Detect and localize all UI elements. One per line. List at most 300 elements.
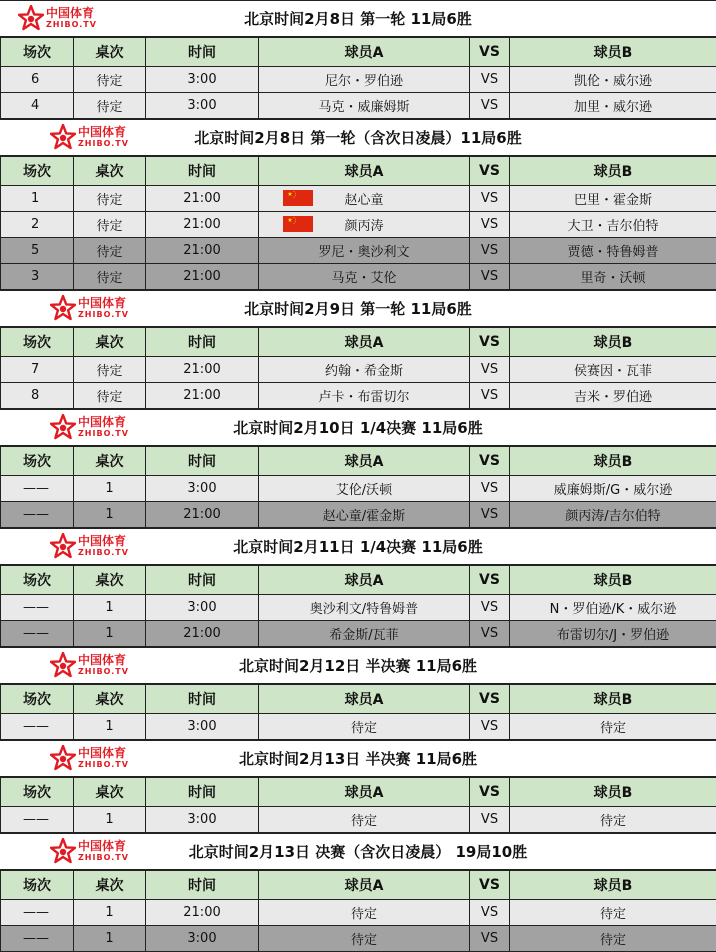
column-header-time: 时间 xyxy=(146,38,259,67)
cell-player-a xyxy=(259,93,470,119)
cell-text: 待定 xyxy=(600,814,626,829)
column-header-round: 场次 xyxy=(1,685,74,714)
cell-player-a xyxy=(259,383,470,409)
column-header-time: 时间 xyxy=(146,566,259,595)
cell-text: 待定 xyxy=(96,364,122,379)
zhibo-star-logo-icon xyxy=(50,295,76,321)
cell-player-a xyxy=(259,714,470,740)
section-title: 北京时间2月13日 半决赛 11局6胜 xyxy=(239,748,477,769)
cell-player-b xyxy=(510,67,716,93)
column-header-table: 桌次 xyxy=(74,778,146,807)
cell-vs xyxy=(470,807,510,833)
cell-player-a xyxy=(259,186,470,212)
match-row xyxy=(1,714,716,740)
cell-time xyxy=(146,238,259,264)
cell-text: 21:00 xyxy=(183,905,220,920)
cell-player-a xyxy=(259,212,470,238)
zhibo-logo xyxy=(50,295,129,321)
cell-time xyxy=(146,476,259,502)
match-day-section xyxy=(0,528,716,647)
cell-text: N・罗伯逊/K・威尔逊 xyxy=(550,602,677,617)
cell-text: 颜丙涛 xyxy=(344,219,383,234)
cell-text: 1 xyxy=(105,905,113,920)
match-row xyxy=(1,186,716,212)
column-header-table: 桌次 xyxy=(74,38,146,67)
cell-time xyxy=(146,67,259,93)
cell-table xyxy=(74,383,146,409)
cell-text: —— xyxy=(23,905,49,920)
cell-time xyxy=(146,186,259,212)
column-header-round: 场次 xyxy=(1,566,74,595)
cell-text: —— xyxy=(23,812,49,827)
cell-player-a xyxy=(259,926,470,952)
logo-text-cn: 中国体育 xyxy=(78,416,129,428)
cell-text: 21:00 xyxy=(183,217,220,232)
zhibo-star-logo-icon xyxy=(50,745,76,771)
cell-text: 待定 xyxy=(96,271,122,286)
cell-time xyxy=(146,357,259,383)
cell-text: 8 xyxy=(31,388,39,403)
cell-text: 待定 xyxy=(600,933,626,948)
match-day-section xyxy=(0,409,716,528)
cell-text: VS xyxy=(481,269,498,284)
match-row xyxy=(1,357,716,383)
zhibo-star-logo-icon xyxy=(50,533,76,559)
column-header-player-b: 球员B xyxy=(510,778,716,807)
table-header-row xyxy=(1,157,716,186)
column-header-table: 桌次 xyxy=(74,871,146,900)
cell-vs xyxy=(470,502,510,528)
cell-text: VS xyxy=(481,481,498,496)
logo-text-en: ZHIBO.TV xyxy=(78,761,129,769)
column-header-table: 桌次 xyxy=(74,447,146,476)
cell-text: —— xyxy=(23,931,49,946)
cell-vs xyxy=(470,264,510,290)
column-header-player-b: 球员B xyxy=(510,871,716,900)
match-day-section xyxy=(0,647,716,740)
match-row xyxy=(1,595,716,621)
cell-text: 1 xyxy=(105,719,113,734)
logo-text-en: ZHIBO.TV xyxy=(78,668,129,676)
cell-text: 卢卡・布雷切尔 xyxy=(318,390,409,405)
cell-text: —— xyxy=(23,626,49,641)
cell-text: 3:00 xyxy=(187,719,216,734)
cell-text: 待定 xyxy=(351,814,377,829)
cell-round xyxy=(1,212,74,238)
cell-table xyxy=(74,476,146,502)
match-row xyxy=(1,900,716,926)
cell-text: 马克・艾伦 xyxy=(331,271,396,286)
cell-table xyxy=(74,714,146,740)
schedule-table xyxy=(0,684,716,740)
cell-time xyxy=(146,595,259,621)
table-header-row xyxy=(1,566,716,595)
logo-text-cn: 中国体育 xyxy=(78,654,129,666)
column-header-player-b: 球员B xyxy=(510,328,716,357)
column-header-player-a: 球员A xyxy=(259,778,470,807)
cell-text: 布雷切尔/J・罗伯逊 xyxy=(557,628,669,643)
column-header-vs: VS xyxy=(470,447,510,476)
column-header-player-a: 球员A xyxy=(259,38,470,67)
cell-text: VS xyxy=(481,719,498,734)
cell-time xyxy=(146,900,259,926)
schedule-table xyxy=(0,870,716,952)
cell-time xyxy=(146,264,259,290)
china-flag-icon xyxy=(283,190,313,206)
cell-player-b xyxy=(510,238,716,264)
match-row xyxy=(1,621,716,647)
cell-vs xyxy=(470,212,510,238)
logo-text-en: ZHIBO.TV xyxy=(78,430,129,438)
cell-text: 3:00 xyxy=(187,72,216,87)
cell-table xyxy=(74,238,146,264)
cell-table xyxy=(74,502,146,528)
cell-text: VS xyxy=(481,191,498,206)
cell-round xyxy=(1,357,74,383)
column-header-round: 场次 xyxy=(1,447,74,476)
cell-vs xyxy=(470,926,510,952)
cell-text: VS xyxy=(481,217,498,232)
cell-player-a xyxy=(259,357,470,383)
cell-text: 罗尼・奥沙利文 xyxy=(318,245,409,260)
cell-round xyxy=(1,595,74,621)
match-day-section xyxy=(0,119,716,290)
column-header-vs: VS xyxy=(470,685,510,714)
match-row xyxy=(1,926,716,952)
cell-text: VS xyxy=(481,507,498,522)
zhibo-logo xyxy=(50,533,129,559)
cell-text: 3:00 xyxy=(187,931,216,946)
cell-table xyxy=(74,900,146,926)
column-header-player-b: 球员B xyxy=(510,157,716,186)
cell-table xyxy=(74,186,146,212)
logo-text-en: ZHIBO.TV xyxy=(78,549,129,557)
cell-text: VS xyxy=(481,72,498,87)
column-header-round: 场次 xyxy=(1,328,74,357)
cell-table xyxy=(74,357,146,383)
cell-player-a xyxy=(259,502,470,528)
cell-text: 3:00 xyxy=(187,600,216,615)
column-header-time: 时间 xyxy=(146,871,259,900)
cell-player-a xyxy=(259,900,470,926)
cell-round xyxy=(1,186,74,212)
logo-text-cn: 中国体育 xyxy=(78,747,129,759)
zhibo-logo xyxy=(18,5,97,31)
column-header-vs: VS xyxy=(470,38,510,67)
cell-player-b xyxy=(510,807,716,833)
schedule-table xyxy=(0,156,716,290)
cell-text: 1 xyxy=(105,600,113,615)
cell-text: 吉米・罗伯逊 xyxy=(574,390,652,405)
cell-text: VS xyxy=(481,362,498,377)
schedule-table xyxy=(0,37,716,119)
column-header-round: 场次 xyxy=(1,157,74,186)
cell-text: VS xyxy=(481,600,498,615)
zhibo-logo xyxy=(50,838,129,864)
cell-text: 待定 xyxy=(96,100,122,115)
logo-text-cn: 中国体育 xyxy=(78,126,129,138)
cell-vs xyxy=(470,900,510,926)
cell-round xyxy=(1,900,74,926)
cell-text: 待定 xyxy=(600,721,626,736)
cell-text: 待定 xyxy=(351,721,377,736)
cell-text: 希金斯/瓦菲 xyxy=(329,628,398,643)
cell-round xyxy=(1,383,74,409)
match-row xyxy=(1,67,716,93)
cell-time xyxy=(146,621,259,647)
match-row xyxy=(1,264,716,290)
cell-player-a xyxy=(259,807,470,833)
cell-vs xyxy=(470,383,510,409)
cell-text: 21:00 xyxy=(183,243,220,258)
cell-text: 待定 xyxy=(351,907,377,922)
match-row xyxy=(1,93,716,119)
cell-player-b xyxy=(510,926,716,952)
cell-vs xyxy=(470,186,510,212)
cell-text: 约翰・希金斯 xyxy=(325,364,403,379)
cell-round xyxy=(1,714,74,740)
match-day-section xyxy=(0,290,716,409)
cell-player-a xyxy=(259,595,470,621)
cell-text: —— xyxy=(23,719,49,734)
cell-player-b xyxy=(510,93,716,119)
column-header-table: 桌次 xyxy=(74,566,146,595)
column-header-player-a: 球员A xyxy=(259,157,470,186)
match-row xyxy=(1,502,716,528)
cell-time xyxy=(146,807,259,833)
table-header-row xyxy=(1,38,716,67)
cell-round xyxy=(1,476,74,502)
cell-player-b xyxy=(510,595,716,621)
cell-table xyxy=(74,212,146,238)
cell-text: 21:00 xyxy=(183,388,220,403)
column-header-player-a: 球员A xyxy=(259,566,470,595)
cell-time xyxy=(146,383,259,409)
cell-player-a xyxy=(259,238,470,264)
logo-text-en: ZHIBO.TV xyxy=(78,311,129,319)
cell-vs xyxy=(470,621,510,647)
cell-text: 3:00 xyxy=(187,812,216,827)
cell-time xyxy=(146,714,259,740)
cell-round xyxy=(1,238,74,264)
logo-text-cn: 中国体育 xyxy=(78,840,129,852)
schedule-table xyxy=(0,777,716,833)
cell-text: VS xyxy=(481,931,498,946)
schedule-table xyxy=(0,446,716,528)
cell-player-a xyxy=(259,476,470,502)
cell-text: 待定 xyxy=(600,907,626,922)
column-header-time: 时间 xyxy=(146,685,259,714)
cell-text: 1 xyxy=(105,812,113,827)
table-header-row xyxy=(1,447,716,476)
cell-table xyxy=(74,264,146,290)
cell-text: 3:00 xyxy=(187,98,216,113)
cell-round xyxy=(1,67,74,93)
cell-text: 21:00 xyxy=(183,191,220,206)
cell-text: 待定 xyxy=(96,390,122,405)
column-header-player-b: 球员B xyxy=(510,566,716,595)
cell-text: 赵心童/霍金斯 xyxy=(323,509,405,524)
cell-player-b xyxy=(510,383,716,409)
column-header-vs: VS xyxy=(470,328,510,357)
section-title: 北京时间2月8日 第一轮（含次日凌晨）11局6胜 xyxy=(194,127,521,148)
cell-time xyxy=(146,212,259,238)
column-header-round: 场次 xyxy=(1,38,74,67)
cell-player-a xyxy=(259,264,470,290)
cell-vs xyxy=(470,595,510,621)
table-header-row xyxy=(1,685,716,714)
cell-round xyxy=(1,264,74,290)
cell-round xyxy=(1,621,74,647)
cell-player-a xyxy=(259,67,470,93)
cell-text: 1 xyxy=(105,481,113,496)
cell-vs xyxy=(470,67,510,93)
cell-table xyxy=(74,93,146,119)
cell-time xyxy=(146,926,259,952)
cell-round xyxy=(1,93,74,119)
section-title: 北京时间2月9日 第一轮 11局6胜 xyxy=(244,298,472,319)
column-header-vs: VS xyxy=(470,778,510,807)
column-header-time: 时间 xyxy=(146,328,259,357)
cell-text: —— xyxy=(23,600,49,615)
table-header-row xyxy=(1,778,716,807)
column-header-player-b: 球员B xyxy=(510,685,716,714)
cell-vs xyxy=(470,93,510,119)
column-header-table: 桌次 xyxy=(74,685,146,714)
logo-text-en: ZHIBO.TV xyxy=(78,854,129,862)
cell-table xyxy=(74,621,146,647)
cell-text: 1 xyxy=(31,191,39,206)
column-header-time: 时间 xyxy=(146,778,259,807)
cell-text: VS xyxy=(481,243,498,258)
column-header-player-a: 球员A xyxy=(259,685,470,714)
cell-text: 待定 xyxy=(96,219,122,234)
cell-vs xyxy=(470,357,510,383)
cell-text: 尼尔・罗伯逊 xyxy=(325,74,403,89)
cell-text: 待定 xyxy=(96,74,122,89)
table-header-row xyxy=(1,871,716,900)
cell-player-b xyxy=(510,621,716,647)
cell-text: 5 xyxy=(31,243,39,258)
column-header-round: 场次 xyxy=(1,778,74,807)
cell-text: 艾伦/沃顿 xyxy=(336,483,392,498)
column-header-player-b: 球员B xyxy=(510,447,716,476)
column-header-player-a: 球员A xyxy=(259,871,470,900)
cell-player-b xyxy=(510,900,716,926)
zhibo-logo xyxy=(50,745,129,771)
cell-text: 马克・威廉姆斯 xyxy=(318,100,409,115)
cell-text: 奥沙利文/特鲁姆普 xyxy=(310,602,418,617)
zhibo-logo xyxy=(50,124,129,150)
cell-text: 待定 xyxy=(351,933,377,948)
cell-vs xyxy=(470,238,510,264)
cell-text: 2 xyxy=(31,217,39,232)
cell-text: 3:00 xyxy=(187,481,216,496)
cell-text: 待定 xyxy=(96,245,122,260)
cell-text: 待定 xyxy=(96,193,122,208)
section-title: 北京时间2月12日 半决赛 11局6胜 xyxy=(239,655,477,676)
cell-text: —— xyxy=(23,507,49,522)
cell-round xyxy=(1,926,74,952)
cell-text: 1 xyxy=(105,626,113,641)
cell-text: 侯赛因・瓦菲 xyxy=(574,364,652,379)
column-header-player-b: 球员B xyxy=(510,38,716,67)
cell-table xyxy=(74,807,146,833)
cell-text: VS xyxy=(481,98,498,113)
cell-table xyxy=(74,595,146,621)
cell-vs xyxy=(470,714,510,740)
logo-text-cn: 中国体育 xyxy=(78,535,129,547)
section-title: 北京时间2月10日 1/4决赛 11局6胜 xyxy=(233,417,482,438)
cell-text: 4 xyxy=(31,98,39,113)
column-header-table: 桌次 xyxy=(74,328,146,357)
match-row xyxy=(1,807,716,833)
cell-table xyxy=(74,67,146,93)
cell-text: VS xyxy=(481,812,498,827)
cell-player-b xyxy=(510,212,716,238)
cell-table xyxy=(74,926,146,952)
cell-text: 6 xyxy=(31,72,39,87)
cell-text: VS xyxy=(481,388,498,403)
logo-text-en: ZHIBO.TV xyxy=(46,21,97,29)
cell-player-b xyxy=(510,264,716,290)
cell-text: 21:00 xyxy=(183,269,220,284)
cell-round xyxy=(1,502,74,528)
cell-text: 3 xyxy=(31,269,39,284)
column-header-player-a: 球员A xyxy=(259,447,470,476)
zhibo-logo xyxy=(50,414,129,440)
cell-player-a xyxy=(259,621,470,647)
cell-time xyxy=(146,502,259,528)
cell-text: 巴里・霍金斯 xyxy=(574,193,652,208)
cell-text: 赵心童 xyxy=(344,193,383,208)
zhibo-star-logo-icon xyxy=(50,838,76,864)
cell-text: —— xyxy=(23,481,49,496)
column-header-player-a: 球员A xyxy=(259,328,470,357)
logo-text-cn: 中国体育 xyxy=(78,297,129,309)
zhibo-star-logo-icon xyxy=(50,652,76,678)
cell-vs xyxy=(470,476,510,502)
column-header-time: 时间 xyxy=(146,447,259,476)
cell-text: 里奇・沃顿 xyxy=(580,271,645,286)
section-title: 北京时间2月11日 1/4决赛 11局6胜 xyxy=(233,536,482,557)
match-row xyxy=(1,212,716,238)
match-row xyxy=(1,383,716,409)
match-row xyxy=(1,476,716,502)
cell-text: 大卫・吉尔伯特 xyxy=(567,219,658,234)
section-title: 北京时间2月8日 第一轮 11局6胜 xyxy=(244,8,472,29)
cell-text: 21:00 xyxy=(183,507,220,522)
cell-text: 威廉姆斯/G・威尔逊 xyxy=(554,483,672,498)
cell-text: 1 xyxy=(105,507,113,522)
match-day-section xyxy=(0,833,716,952)
zhibo-star-logo-icon xyxy=(50,124,76,150)
cell-text: 颜丙涛/吉尔伯特 xyxy=(565,509,660,524)
cell-round xyxy=(1,807,74,833)
cell-text: VS xyxy=(481,626,498,641)
cell-player-b xyxy=(510,186,716,212)
logo-text-en: ZHIBO.TV xyxy=(78,140,129,148)
cell-player-b xyxy=(510,357,716,383)
table-header-row xyxy=(1,328,716,357)
schedule-table xyxy=(0,327,716,409)
cell-player-b xyxy=(510,502,716,528)
column-header-vs: VS xyxy=(470,871,510,900)
china-flag-icon xyxy=(283,216,313,232)
section-title: 北京时间2月13日 决赛（含次日凌晨） 19局10胜 xyxy=(189,841,528,862)
cell-player-b xyxy=(510,476,716,502)
match-day-section xyxy=(0,0,716,119)
